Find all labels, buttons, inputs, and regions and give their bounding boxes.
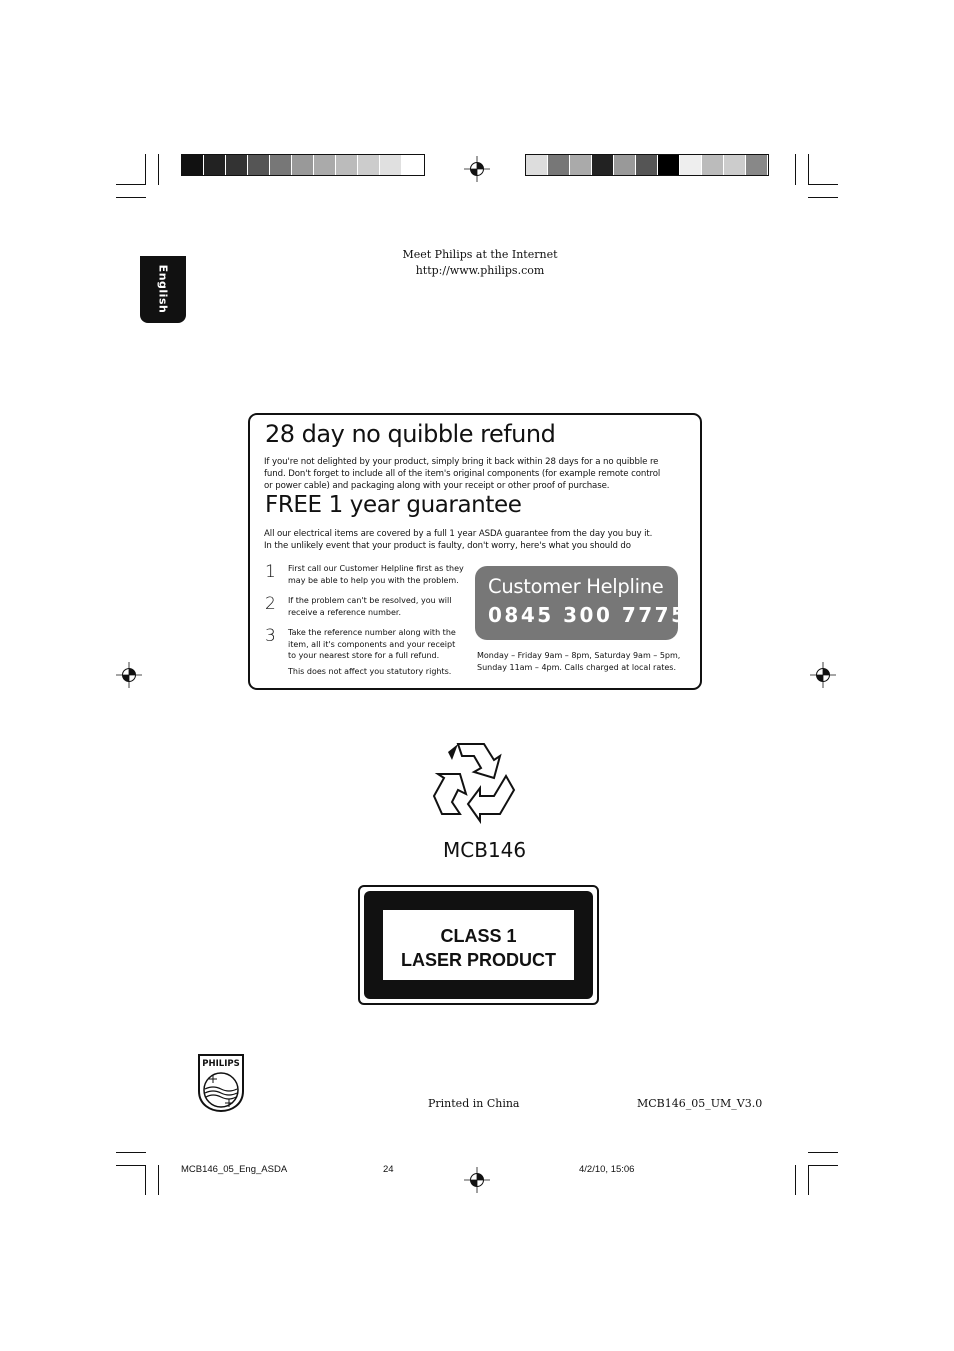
refund-title: 28 day no quibble refund: [265, 420, 556, 448]
step-line: First call our Customer Helpline first as they: [288, 564, 464, 573]
guarantee-paragraph-line: In the unlikely event that your product is faulty, don't worry, here's what you should do: [264, 541, 631, 551]
color-swatch: [182, 155, 204, 175]
philips-logo: [197, 1053, 245, 1113]
color-swatch: [592, 155, 614, 175]
step-line: to your nearest store for a full refund.: [288, 651, 440, 660]
registration-mark-left: [116, 662, 142, 688]
registration-mark-top: [464, 156, 490, 182]
color-swatch: [570, 155, 592, 175]
color-swatch: [636, 155, 658, 175]
helpline-panel: [475, 566, 688, 640]
color-bar-left: [181, 154, 425, 176]
guarantee-title-rest: 1 year guarantee: [321, 492, 522, 518]
document-version: MCB146_05_UM_V3.0: [637, 1097, 763, 1110]
color-swatch: [336, 155, 358, 175]
guarantee-title: [265, 492, 521, 518]
color-swatch: [548, 155, 570, 175]
guarantee-paragraph-line: All our electrical items are covered by a full 1 year ASDA guarantee from the day you buy it.: [264, 529, 653, 539]
language-tab-label: English: [156, 264, 170, 314]
printed-in: Printed in China: [428, 1097, 520, 1110]
guarantee-paragraph: [264, 528, 652, 552]
registration-mark-right: [810, 662, 836, 688]
refund-paragraph-line: If you're not delighted by your product, simply bring it back within 28 days for a no quibble re: [264, 457, 659, 467]
refund-paragraph-line: or power cable) and packaging along with your receipt or other proof of purchase.: [264, 481, 610, 491]
color-swatch: [204, 155, 226, 175]
color-swatch: [314, 155, 336, 175]
color-swatch: [724, 155, 746, 175]
color-swatch: [270, 155, 292, 175]
step-number: 1: [265, 562, 276, 582]
color-swatch: [680, 155, 702, 175]
color-bar-right: [525, 154, 769, 176]
color-swatch: [702, 155, 724, 175]
helpline-hours-line: Monday – Friday 9am – 8pm, Saturday 9am – 5pm,: [477, 651, 681, 660]
step-number: 2: [265, 594, 276, 614]
language-tab: [140, 256, 186, 323]
laser-label-line: LASER PRODUCT: [400, 950, 556, 970]
slug-date: 4/2/10, 15:06: [579, 1164, 635, 1175]
color-swatch: [746, 155, 768, 175]
refund-paragraph-line: fund. Don't forget to include all of the item's original components (for example remote control: [264, 469, 661, 479]
color-swatch: [658, 155, 680, 175]
step-line: item, all it's components and your receipt: [288, 639, 456, 649]
helpline-hours-line: Sunday 11am – 4pm. Calls charged at local rates.: [477, 663, 676, 672]
refund-paragraph: [264, 456, 660, 492]
helpline-number: 0845 300 7775: [488, 603, 688, 627]
step-number: 3: [265, 626, 276, 646]
color-swatch: [402, 155, 424, 175]
internet-notice-line: Meet Philips at the Internet: [402, 248, 558, 261]
slug-filename: MCB146_05_Eng_ASDA: [181, 1164, 288, 1175]
step-text: [288, 563, 464, 586]
step-text: [288, 595, 451, 618]
statutory-note: This does not affect you statutory rights.: [288, 667, 452, 676]
internet-notice: [380, 247, 580, 279]
color-swatch: [380, 155, 402, 175]
laser-label-line: CLASS 1: [440, 926, 517, 946]
philips-logo-text: PHILIPS: [202, 1059, 240, 1069]
model-number: MCB146: [443, 838, 527, 862]
slug-page-number: 24: [383, 1164, 394, 1175]
internet-url: http://www.philips.com: [415, 264, 545, 277]
color-swatch: [526, 155, 548, 175]
registration-mark-bottom: [464, 1167, 490, 1193]
step-line: If the problem can't be resolved, you will: [288, 596, 452, 605]
recycle-icon: [428, 740, 516, 826]
step-line: Take the reference number along with the: [288, 628, 456, 637]
laser-label: [358, 885, 599, 1005]
helpline-hours: [477, 650, 680, 674]
step-text: [288, 627, 456, 662]
helpline-label: Customer Helpline: [488, 575, 664, 598]
guarantee-title-free: FREE: [265, 492, 322, 518]
color-swatch: [614, 155, 636, 175]
step-line: may be able to help you with the problem.: [288, 575, 459, 585]
color-swatch: [292, 155, 314, 175]
color-swatch: [358, 155, 380, 175]
step-line: receive a reference number.: [288, 607, 401, 617]
color-swatch: [248, 155, 270, 175]
color-swatch: [226, 155, 248, 175]
